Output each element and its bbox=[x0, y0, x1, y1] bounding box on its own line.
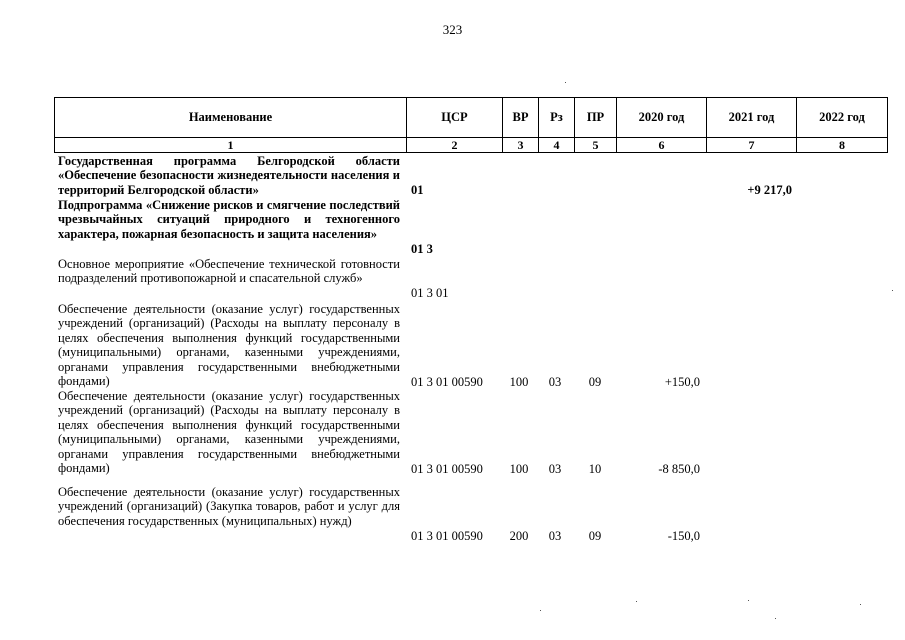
scan-speck bbox=[775, 618, 776, 619]
row-vr: 100 bbox=[509, 462, 529, 476]
row-2020-value: -8 850,0 bbox=[658, 462, 700, 476]
column-number: 1 bbox=[55, 138, 407, 153]
column-header-csr: ЦСР bbox=[407, 98, 503, 138]
column-header-2021: 2021 год bbox=[707, 98, 797, 138]
row-name: Основное мероприятие «Обеспечение технической готовности подразделений противопожарной и спасательной служб» bbox=[58, 257, 400, 286]
column-header-2022: 2022 год bbox=[797, 98, 888, 138]
scan-speck bbox=[748, 600, 749, 601]
row-pr: 09 bbox=[588, 375, 602, 389]
column-number: 2 bbox=[407, 138, 503, 153]
page-number: 323 bbox=[442, 22, 463, 37]
row-csr: 01 3 01 00590 bbox=[411, 462, 483, 476]
row-csr: 01 bbox=[411, 183, 424, 197]
column-number: 4 bbox=[539, 138, 575, 153]
column-header-2020: 2020 год bbox=[617, 98, 707, 138]
column-number: 6 bbox=[617, 138, 707, 153]
scan-speck bbox=[565, 82, 566, 83]
budget-table-header bbox=[54, 97, 888, 153]
row-rz: 03 bbox=[548, 375, 562, 389]
row-2020-value: +150,0 bbox=[664, 375, 700, 389]
row-rz: 03 bbox=[548, 462, 562, 476]
row-rz: 03 bbox=[548, 529, 562, 543]
scan-speck bbox=[540, 610, 541, 611]
row-name: Подпрограмма «Снижение рисков и смягчение последствий чрезвычайных ситуаций природного и техногенного характера, пожарная безопасность и защита населения» bbox=[58, 198, 400, 241]
row-2021-value: +9 217,0 bbox=[747, 183, 792, 197]
row-csr: 01 3 bbox=[411, 242, 433, 256]
row-2020-value: -150,0 bbox=[667, 529, 700, 543]
column-header-pr: ПР bbox=[575, 98, 617, 138]
row-csr: 01 3 01 bbox=[411, 286, 449, 300]
row-vr: 200 bbox=[509, 529, 529, 543]
scan-speck bbox=[860, 604, 861, 605]
scan-speck bbox=[892, 290, 893, 291]
row-name: Государственная программа Белгородской области «Обеспечение безопасности жизнедеятельности населения и территорий Белгородской области» bbox=[58, 154, 400, 197]
row-name: Обеспечение деятельности (оказание услуг) государственных учреждений (организаций) (Закупка товаров, работ и услуг для обеспечения государственных (муниципальных) нужд) bbox=[58, 485, 400, 528]
row-name: Обеспечение деятельности (оказание услуг) государственных учреждений (организаций) (Расходы на выплату персоналу в целях обеспечения выполнения функций государственными (муниципальными) органами, казенными учреждениями, органами управления государственными внебюджетными фондами) bbox=[58, 302, 400, 389]
column-number: 8 bbox=[797, 138, 888, 153]
column-header-vr: ВР bbox=[503, 98, 539, 138]
row-name: Обеспечение деятельности (оказание услуг) государственных учреждений (организаций) (Расходы на выплату персоналу в целях обеспечения выполнения функций государственными (муниципальными) органами, казенными учреждениями, органами управления государственными внебюджетными фондами) bbox=[58, 389, 400, 476]
column-number: 5 bbox=[575, 138, 617, 153]
row-vr: 100 bbox=[509, 375, 529, 389]
column-header-name: Наименование bbox=[55, 98, 407, 138]
column-header-rz: Рз bbox=[539, 98, 575, 138]
row-pr: 09 bbox=[588, 529, 602, 543]
column-number: 3 bbox=[503, 138, 539, 153]
row-pr: 10 bbox=[588, 462, 602, 476]
row-csr: 01 3 01 00590 bbox=[411, 529, 483, 543]
row-csr: 01 3 01 00590 bbox=[411, 375, 483, 389]
scan-speck bbox=[636, 601, 637, 602]
column-number: 7 bbox=[707, 138, 797, 153]
